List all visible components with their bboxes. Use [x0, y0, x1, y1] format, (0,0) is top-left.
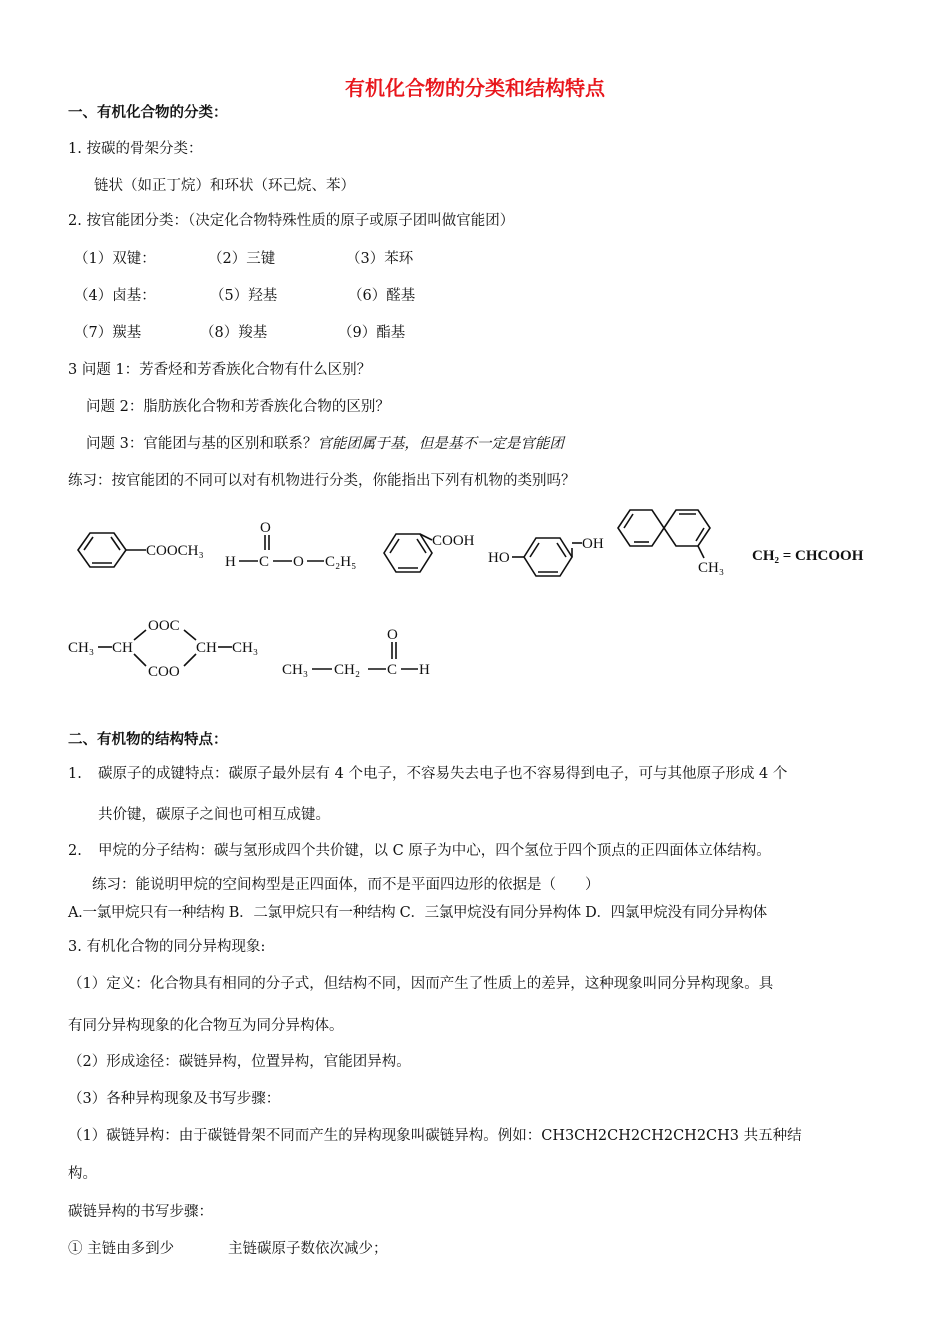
molecule-propanal [282, 622, 442, 682]
molecule-acrylic-acid: CH₂ = CHCOOH [752, 548, 864, 564]
question-3-answer: 官能团属于基，但是基不一定是官能团 [317, 436, 564, 452]
ch-left: CH [112, 640, 133, 656]
group-triple-bond: （2）三键 [208, 251, 276, 267]
question-3-text: 问题 3：官能团与基的区别和联系？ [86, 436, 318, 452]
ch3: CH₃ [282, 662, 309, 678]
ch3-right: CH₃ [232, 640, 259, 656]
molecule-ethyl-formate [222, 515, 372, 575]
question-2: 问题 2：脂肪族化合物和芳香族化合物的区别？ [86, 399, 390, 415]
chain-isomerism-cont: 构。 [68, 1166, 97, 1182]
carbon-bonding-text: 碳原子的成键特点：碳原子最外层有 4 个电子，不容易失去电子也不容易得到电子，可与其他原子形成 4 个 [98, 766, 788, 782]
atom-c: C [387, 662, 398, 678]
molecule-cyclic-diester [66, 612, 266, 684]
carboxyl-label: COOH [432, 533, 475, 549]
hydroxyl-left-label: HO [488, 550, 510, 566]
methane-structure-text: 甲烷的分子结构：碳与氢形成四个共价键，以 C 原子为中心，四个氢位于四个顶点的正四面体立体结构。 [98, 843, 771, 859]
group-carboxyl: （8）羧基 [200, 325, 268, 341]
group-aldehyde: （6）醛基 [348, 288, 416, 304]
chain-isomerism: （1）碳链异构：由于碳链骨架不同而产生的异构现象叫碳链异构。例如：CH3CH2CH2CH2CH2CH3 共五种结 [68, 1128, 802, 1144]
step-1-detail: 主链碳原子数依次减少； [228, 1241, 388, 1257]
coo-bridge: COO [148, 664, 180, 680]
classification-by-functional-group: 2. 按官能团分类：（决定化合物特殊性质的原子或原子团叫做官能团） [68, 213, 515, 229]
step-1: ① 主链由多到少 [68, 1241, 175, 1257]
point-3-heading: 3. 有机化合物的同分异构现象: [68, 939, 266, 955]
isomer-definition: （1）定义：化合物具有相同的分子式，但结构不同，因而产生了性质上的差异，这种现象叫同分异构现象。具 [68, 976, 774, 992]
section1-heading: 一、有机化合物的分类： [68, 105, 228, 121]
page-title: 有机化合物的分类和结构特点 [345, 76, 605, 100]
carbon-bonding-text-cont: 共价键，碳原子之间也可相互成键。 [98, 807, 330, 823]
classification-by-skeleton: 1. 按碳的骨架分类： [68, 141, 203, 157]
methyl-label: CH₃ [698, 560, 725, 576]
ethyl-label: C₂H₅ [325, 554, 357, 570]
question-3 [86, 434, 564, 454]
methyl-ester-label: COOCH₃ [146, 543, 204, 559]
benzene-ring-shape [78, 533, 126, 567]
isomer-definition-cont: 有同分异构现象的化合物互为同分异构体。 [68, 1018, 344, 1034]
molecule-hydroquinone [488, 518, 610, 578]
isomer-steps: （3）各种异构现象及书写步骤： [68, 1091, 281, 1107]
ch2: CH₂ [334, 662, 361, 678]
atom-o-carbonyl: O [260, 520, 271, 536]
atom-o: O [293, 554, 304, 570]
group-hydroxyl: （5）羟基 [210, 288, 278, 304]
molecule-methyl-benzoate [70, 525, 210, 575]
methane-practice: 练习：能说明甲烷的空间构型是正四面体，而不是平面四边形的依据是（ ） [92, 877, 600, 893]
point-2-number: 2. [68, 843, 82, 859]
point-1-number: 1. [68, 766, 82, 782]
answer-options: A.一氯甲烷只有一种结构 B．二氯甲烷只有一种结构 C．三氯甲烷没有同分异构体 D．四氯甲烷没有同分异构体 [68, 905, 767, 921]
group-ester: （9）酯基 [338, 325, 406, 341]
atom-c: C [259, 554, 270, 570]
group-carbonyl: （7）羰基 [74, 325, 142, 341]
section2-heading: 二、有机物的结构特点： [68, 732, 228, 748]
skeleton-detail: 链状（如正丁烷）和环状（环己烷、苯） [94, 178, 355, 194]
hydroxyl-right-label: OH [582, 536, 604, 552]
ch3-left: CH₃ [68, 640, 95, 656]
chain-steps-title: 碳链异构的书写步骤： [68, 1204, 213, 1220]
group-double-bond: （1）双键： [74, 251, 156, 267]
atom-h: H [419, 662, 430, 678]
ch-right: CH [196, 640, 217, 656]
molecule-benzoic-acid [380, 518, 490, 578]
group-benzene-ring: （3）苯环 [346, 251, 414, 267]
atom-h: H [225, 554, 236, 570]
question-1: 3 问题 1：芳香烃和芳香族化合物有什么区别？ [68, 362, 372, 378]
exercise-prompt: 练习：按官能团的不同可以对有机物进行分类，你能指出下列有机物的类别吗？ [68, 473, 576, 489]
molecule-methylnaphthalene [612, 500, 730, 578]
group-halo: （4）卤基： [74, 288, 156, 304]
atom-o: O [387, 627, 398, 643]
isomer-formation: （2）形成途径：碳链异构，位置异构，官能团异构。 [68, 1054, 411, 1070]
ooc-bridge: OOC [148, 618, 180, 634]
